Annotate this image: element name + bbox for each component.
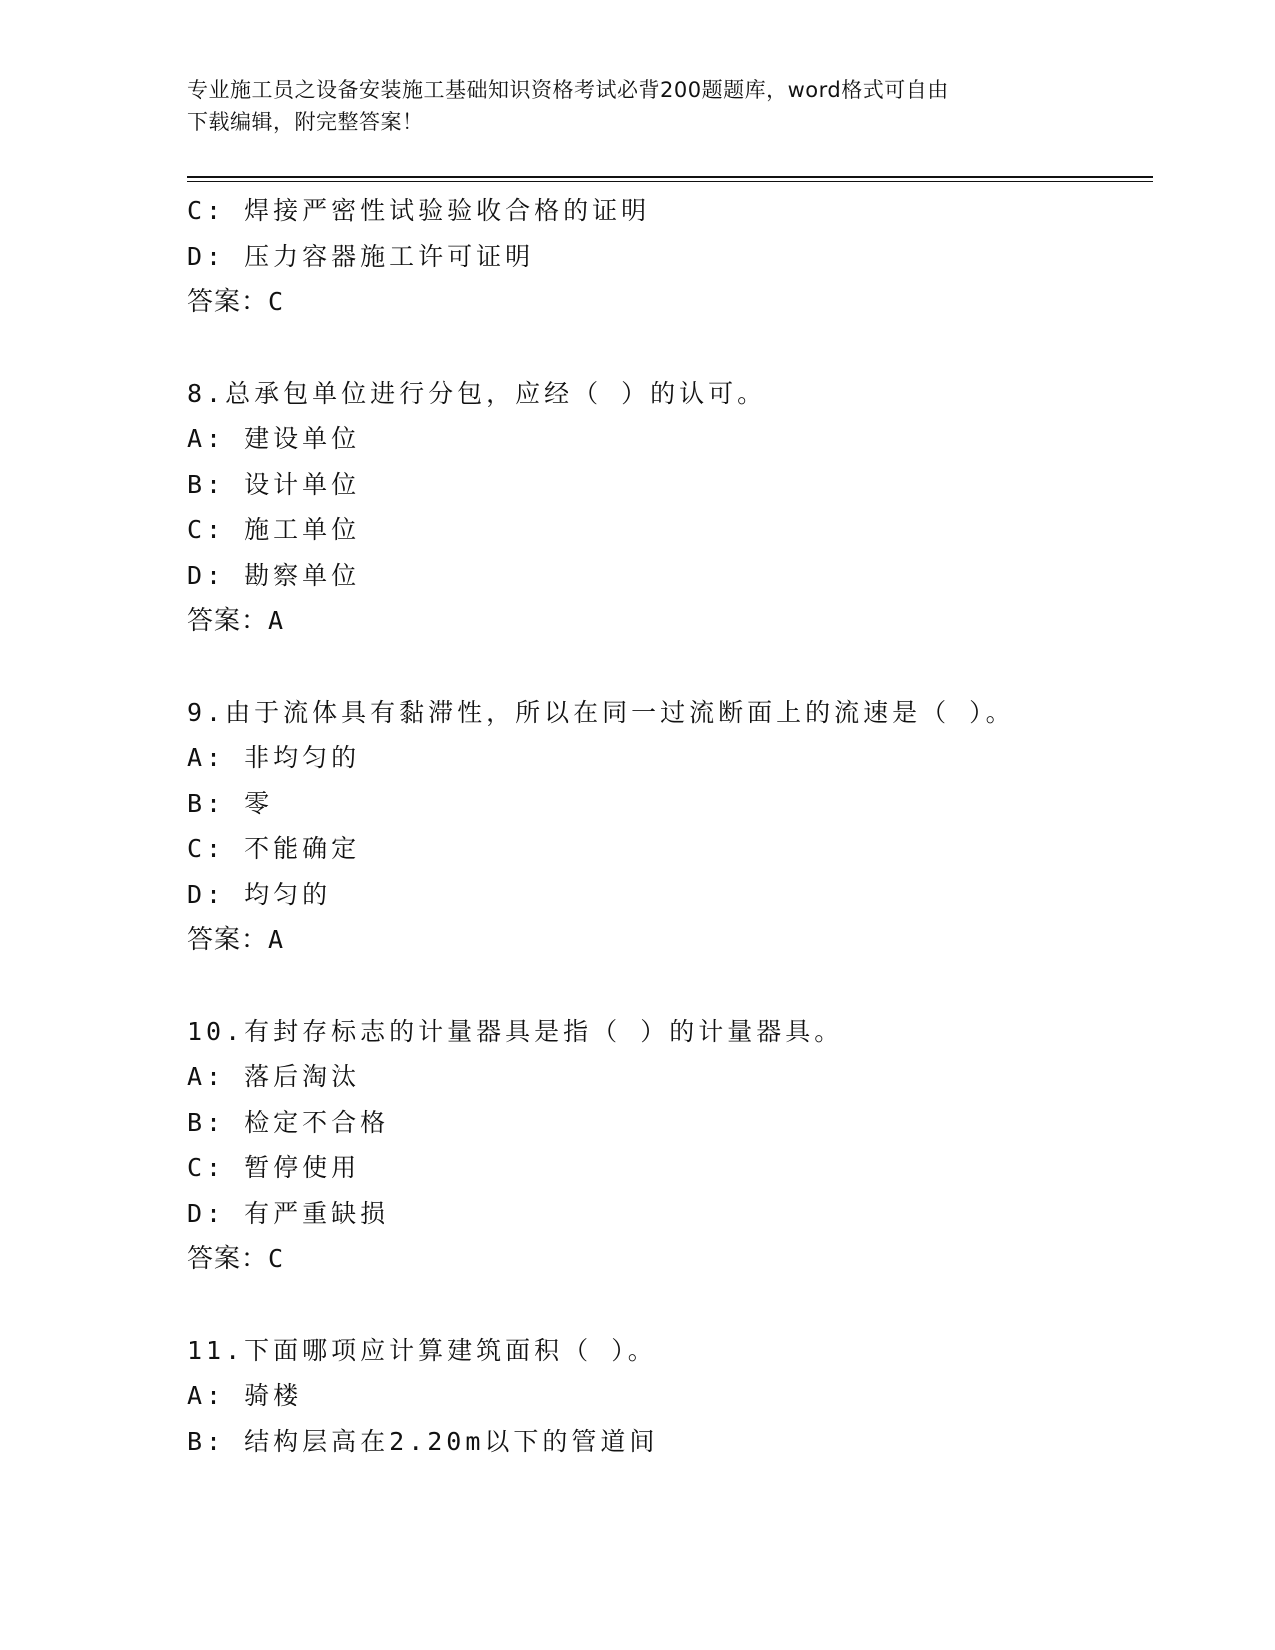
answer-label: 答案： (187, 287, 269, 317)
header-rule-thick (187, 176, 1153, 178)
answer-line (187, 598, 1147, 644)
question-stem: 8.总承包单位进行分包，应经（ ）的认可。 (187, 378, 767, 408)
option-a: A: 落后淘汰 (187, 1062, 361, 1091)
answer-value: A (268, 606, 285, 635)
option-d: D: 有严重缺损 (187, 1198, 390, 1228)
question-spacer (187, 644, 1147, 690)
answer-line (187, 279, 1147, 325)
question-block-10 (187, 1009, 1147, 1282)
question-spacer (187, 325, 1147, 371)
question-block-11 (187, 1328, 1147, 1465)
header-line-1: 专业施工员之设备安装施工基础知识资格考试必背200题题库，word格式可自由 (187, 78, 949, 102)
option-c: C: 暂停使用 (187, 1153, 361, 1182)
option-b: B: 检定不合格 (187, 1107, 390, 1137)
document-header (187, 74, 1067, 138)
header-rule-thin (187, 181, 1153, 182)
option-b: B: 设计单位 (187, 469, 361, 499)
option-d: D: 勘察单位 (187, 560, 361, 590)
option-d: D: 压力容器施工许可证明 (187, 241, 535, 271)
question-list (187, 188, 1147, 1464)
option-c: C: 不能确定 (187, 834, 361, 863)
answer-line (187, 1236, 1147, 1282)
answer-value: C (268, 287, 285, 316)
answer-label: 答案： (187, 606, 269, 636)
header-line-2: 下载编辑，附完整答案！ (187, 110, 424, 134)
option-b: B: 结构层高在2.20m以下的管道间 (187, 1426, 659, 1456)
question-stem: 11.下面哪项应计算建筑面积（ ）。 (187, 1335, 657, 1365)
option-c: C: 施工单位 (187, 515, 361, 544)
answer-value: A (268, 925, 285, 954)
answer-value: C (268, 1244, 285, 1273)
question-stem: 9.由于流体具有黏滞性，所以在同一过流断面上的流速是（ ）。 (187, 697, 1015, 727)
question-block-8 (187, 371, 1147, 644)
question-spacer (187, 1282, 1147, 1328)
question-block-9 (187, 690, 1147, 963)
option-d: D: 均匀的 (187, 879, 332, 909)
question-stem: 10.有封存标志的计量器具是指（ ）的计量器具。 (187, 1016, 844, 1046)
answer-label: 答案： (187, 1244, 269, 1274)
answer-label: 答案： (187, 925, 269, 955)
option-a: A: 骑楼 (187, 1381, 303, 1410)
question-spacer (187, 963, 1147, 1009)
option-c: C: 焊接严密性试验验收合格的证明 (187, 196, 651, 225)
option-b: B: 零 (187, 788, 274, 818)
answer-line (187, 917, 1147, 963)
option-a: A: 建设单位 (187, 424, 361, 453)
question-block-7 (187, 188, 1147, 325)
option-a: A: 非均匀的 (187, 743, 361, 772)
